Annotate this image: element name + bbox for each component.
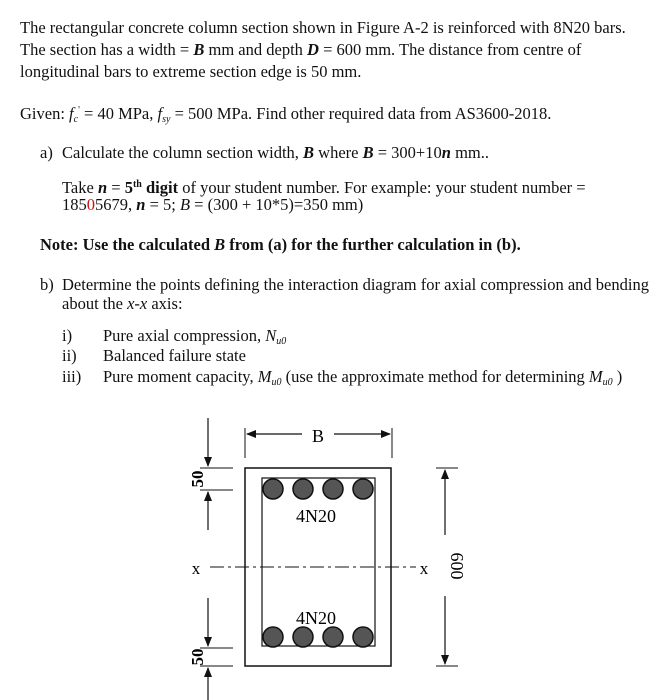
intro-line-2: The section has a width = B mm and depth D = 600 mm. The distance from centre of (20, 40, 582, 59)
bottom-cover-label: 50 (188, 648, 207, 666)
rebar (263, 627, 283, 647)
given-line: Given: $f_c' = 40$ MPa, $f_{sy} = 500$ MPa. Find other required data from AS3600-2018. (20, 104, 552, 125)
bottom-bars-group (263, 627, 373, 647)
rebar (353, 479, 373, 499)
part-b-item-pure-moment: Pure moment capacity, $M_{u0}$ (use the approximate method for determining $M_{u0}$ ) (103, 367, 623, 388)
depth-label: 600 (447, 552, 467, 580)
x-axis-label-left: x (191, 559, 201, 578)
width-label: B (311, 426, 325, 446)
top-bars-label: 4N20 (296, 506, 336, 526)
intro-line-3: longitudinal bars to extreme section edge is 50 mm. (20, 62, 362, 81)
part-b-item-pure-axial: Pure axial compression, $N_{u0}$ (103, 326, 287, 347)
part-a-instruction: Take n = 5th digit of your student number. For example: your student number = (62, 178, 586, 197)
part-a-label: a) (40, 143, 53, 162)
part-a-example: 18505679, n = 5; B = (300 + 10*5)=350 mm) (62, 195, 364, 214)
intro-line-1: The rectangular concrete column section shown in Figure A-2 is reinforced with 8N20 bars. (20, 18, 626, 37)
part-b-item-num: iii) (62, 367, 82, 386)
rebar (263, 479, 283, 499)
rebar (323, 479, 343, 499)
rebar (293, 479, 313, 499)
top-bars-group (263, 479, 373, 499)
top-cover-label: 50 (188, 470, 207, 488)
bottom-bars-label: 4N20 (296, 608, 336, 628)
part-b-item-num: ii) (62, 346, 77, 365)
part-b-line-1: Determine the points defining the interaction diagram for axial compression and bending (62, 275, 649, 294)
part-a-question: Calculate the column section width, B where B = 300+10n mm.. (62, 143, 489, 162)
x-axis-label-right: x (419, 559, 429, 578)
part-b-line-2: about the x-x axis: (62, 294, 183, 313)
rebar (323, 627, 343, 647)
part-b-item-balanced: Balanced failure state (103, 346, 246, 365)
part-b-label: b) (40, 275, 54, 294)
part-b-item-num: i) (62, 326, 73, 345)
rebar (353, 627, 373, 647)
rebar (293, 627, 313, 647)
note-line: Note: Use the calculated B from (a) for the further calculation in (b). (40, 235, 521, 254)
